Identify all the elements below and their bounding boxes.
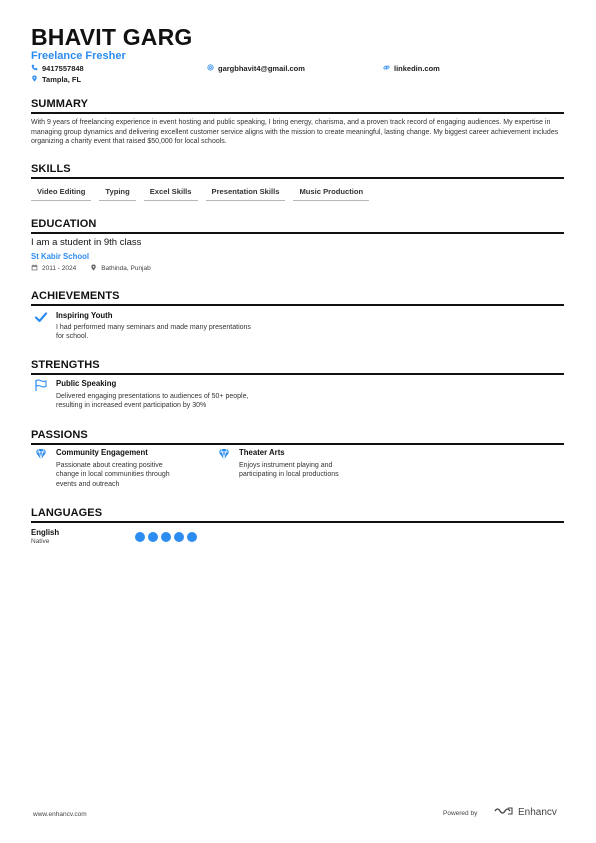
passion-desc-line: events and outreach bbox=[56, 481, 120, 488]
education-meta bbox=[31, 264, 151, 273]
rating-dot bbox=[161, 532, 171, 542]
achievement-desc-line: for school. bbox=[56, 333, 89, 340]
summary-heading: SUMMARY bbox=[31, 98, 564, 114]
language-rating bbox=[135, 532, 197, 542]
strength-desc-line: Delivered engaging presentations to audiences of 50+ people, bbox=[56, 393, 249, 400]
candidate-name: BHAVIT GARG bbox=[31, 24, 193, 50]
passion-desc-line: participating in local productions bbox=[239, 471, 339, 478]
skill-tag: Typing bbox=[99, 185, 135, 201]
phone-icon bbox=[31, 64, 38, 73]
passions-heading: PASSIONS bbox=[31, 429, 564, 445]
skill-tag: Music Production bbox=[293, 185, 369, 201]
phone-contact bbox=[31, 64, 84, 73]
education-heading: EDUCATION bbox=[31, 218, 564, 234]
calendar-icon bbox=[31, 264, 38, 273]
passion-desc-line: Enjoys instrument playing and bbox=[239, 462, 333, 469]
diamond-icon bbox=[34, 447, 48, 461]
achievement-desc-line: I had performed many seminars and made many presentations bbox=[56, 324, 251, 331]
rating-dot bbox=[174, 532, 184, 542]
skills-list bbox=[31, 185, 369, 201]
link-icon bbox=[383, 64, 390, 73]
location-pin-icon bbox=[90, 264, 97, 273]
strengths-heading: STRENGTHS bbox=[31, 359, 564, 375]
rating-dot bbox=[135, 532, 145, 542]
strength-title: Public Speaking bbox=[56, 379, 117, 388]
enhancv-logo[interactable] bbox=[494, 806, 557, 819]
skill-tag: Presentation Skills bbox=[206, 185, 286, 201]
passion-desc-line: change in local communities through bbox=[56, 471, 170, 478]
location-text: Tampla, FL bbox=[42, 75, 82, 84]
achievements-heading: ACHIEVEMENTS bbox=[31, 290, 564, 306]
education-dates: 2011 - 2024 bbox=[42, 265, 77, 272]
skills-heading: SKILLS bbox=[31, 163, 564, 179]
enhancv-brand: Enhancv bbox=[518, 807, 557, 818]
achievement-title: Inspiring Youth bbox=[56, 311, 113, 320]
language-name: English bbox=[31, 528, 60, 537]
passion-title: Theater Arts bbox=[239, 448, 285, 457]
rating-dot bbox=[187, 532, 197, 542]
passion-desc-line: Passionate about creating positive bbox=[56, 462, 163, 469]
education-location: Bathinda, Punjab bbox=[101, 265, 151, 272]
location-contact bbox=[31, 75, 81, 84]
checkmark-icon bbox=[34, 310, 48, 324]
skill-tag: Video Editing bbox=[31, 185, 91, 201]
linkedin-contact bbox=[383, 64, 440, 73]
education-school: St Kabir School bbox=[31, 252, 90, 261]
languages-heading: LANGUAGES bbox=[31, 507, 564, 523]
summary-text: With 9 years of freelancing experience in event hosting and public speaking, I bring energy, charisma, and a proven track record of engaging audiences. My expertise in managing group dynamics and delivering excellent customer service aligns with the mission to create meaningful, lasting change. My biggest career achievement includes organizing a charity event that raised $50,000 for local schools. bbox=[31, 119, 559, 145]
education-degree: I am a student in 9th class bbox=[31, 237, 142, 248]
at-icon bbox=[207, 64, 214, 73]
linkedin-link[interactable]: linkedin.com bbox=[394, 64, 440, 73]
enhancv-logo-icon bbox=[494, 806, 514, 819]
flag-icon bbox=[34, 378, 48, 392]
footer-website[interactable]: www.enhancv.com bbox=[33, 811, 87, 818]
phone-number[interactable]: 9417557848 bbox=[42, 64, 84, 73]
strength-desc-line: resulting in increased event participation by 30% bbox=[56, 402, 207, 409]
email-contact bbox=[207, 64, 305, 73]
footer-powered-by: Powered by bbox=[443, 810, 478, 817]
candidate-role: Freelance Fresher bbox=[31, 50, 126, 62]
language-level: Native bbox=[31, 538, 50, 545]
passion-title: Community Engagement bbox=[56, 448, 148, 457]
diamond-icon bbox=[217, 447, 231, 461]
rating-dot bbox=[148, 532, 158, 542]
location-pin-icon bbox=[31, 75, 38, 84]
email-address[interactable]: gargbhavit4@gmail.com bbox=[218, 64, 305, 73]
skill-tag: Excel Skills bbox=[144, 185, 198, 201]
